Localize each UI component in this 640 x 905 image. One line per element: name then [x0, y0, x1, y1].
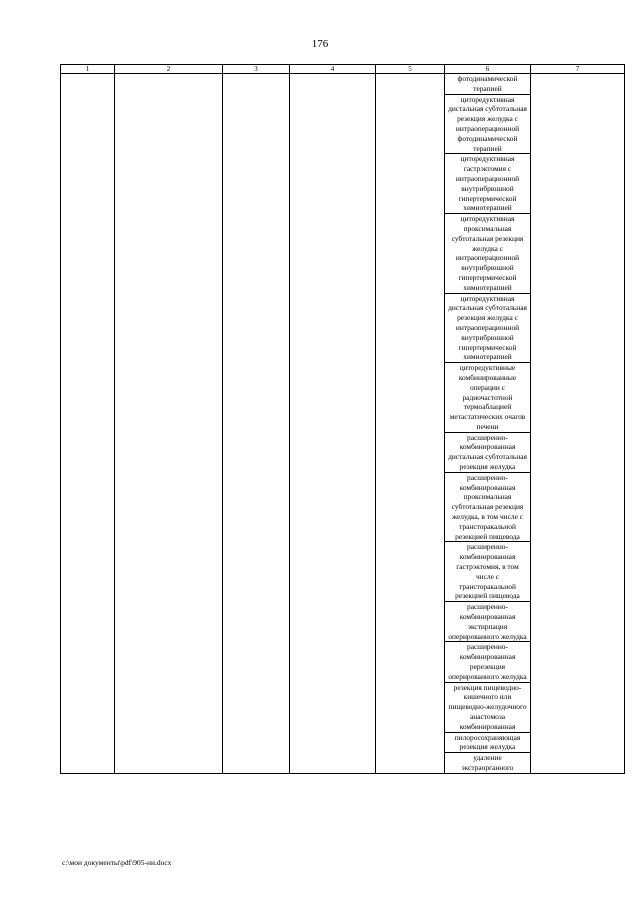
treatment-method-cell: расширенно-комбинированная экстирпация оперированного желудка — [445, 602, 531, 642]
treatment-method-cell: циторедуктивная гастрэктомия с интраоперационной внутрибрюшной гипертермической химиотерапией — [445, 154, 531, 214]
treatment-method-cell: пилоросохраняющая резекция желудка — [445, 732, 531, 753]
column-header: 5 — [376, 65, 445, 74]
treatment-method-cell: фотодинамической терапией — [445, 74, 531, 95]
treatment-method-cell: резекция пищеводно-кишечного или пищеводно-желудочного анастомоза комбинированная — [445, 682, 531, 732]
treatment-method-cell: циторедуктивная дистальная субтотальная резекция желудка с интраоперационной фотодинамической терапией — [445, 94, 531, 154]
column-2-cell — [115, 74, 223, 774]
treatment-method-cell: циторедуктивные комбинированные операции с радиочастотной термоаблацией метастатических очагов печени — [445, 363, 531, 433]
column-7-cell — [531, 74, 625, 774]
procedures-table — [60, 64, 625, 774]
treatment-method-cell: расширенно-комбинированная гастрэктомия, в том числе с трансторакальной резекцией пищевода — [445, 542, 531, 602]
treatment-method-cell: циторедуктивная дистальная субтотальная резекция желудка с интраоперационной внутрибрюшной гипертермической химиотерапией — [445, 293, 531, 363]
column-header: 2 — [115, 65, 223, 74]
treatment-method-cell: расширенно-комбинированная дистальная субтотальная резекция желудка — [445, 432, 531, 472]
column-4-cell — [290, 74, 376, 774]
column-header: 7 — [531, 65, 625, 74]
treatment-method-cell: расширенно-комбинированная проксимальная субтотальная резекция желудка, в том числе с трансторакальной резекцией пищевода — [445, 472, 531, 542]
column-header: 6 — [445, 65, 531, 74]
treatment-method-cell: удаление экстраорганного — [445, 753, 531, 774]
column-header: 3 — [223, 65, 290, 74]
column-5-cell — [376, 74, 445, 774]
column-header: 1 — [61, 65, 115, 74]
treatment-method-cell: расширенно-комбинированная ререзекция оперированного желудка — [445, 642, 531, 682]
page-number: 176 — [311, 38, 329, 50]
column-header: 4 — [290, 65, 376, 74]
column-1-cell — [61, 74, 115, 774]
table-row — [61, 74, 625, 95]
column-3-cell — [223, 74, 290, 774]
treatment-method-cell: циторедуктивная проксимальная субтотальная резекция желудка с интраоперационной внутрибрюшной гипертермической химиотерапией — [445, 214, 531, 293]
column-number-row — [61, 65, 625, 74]
footer-file-path: c:\мои документы\pdf\905-ни.docx — [62, 858, 172, 867]
